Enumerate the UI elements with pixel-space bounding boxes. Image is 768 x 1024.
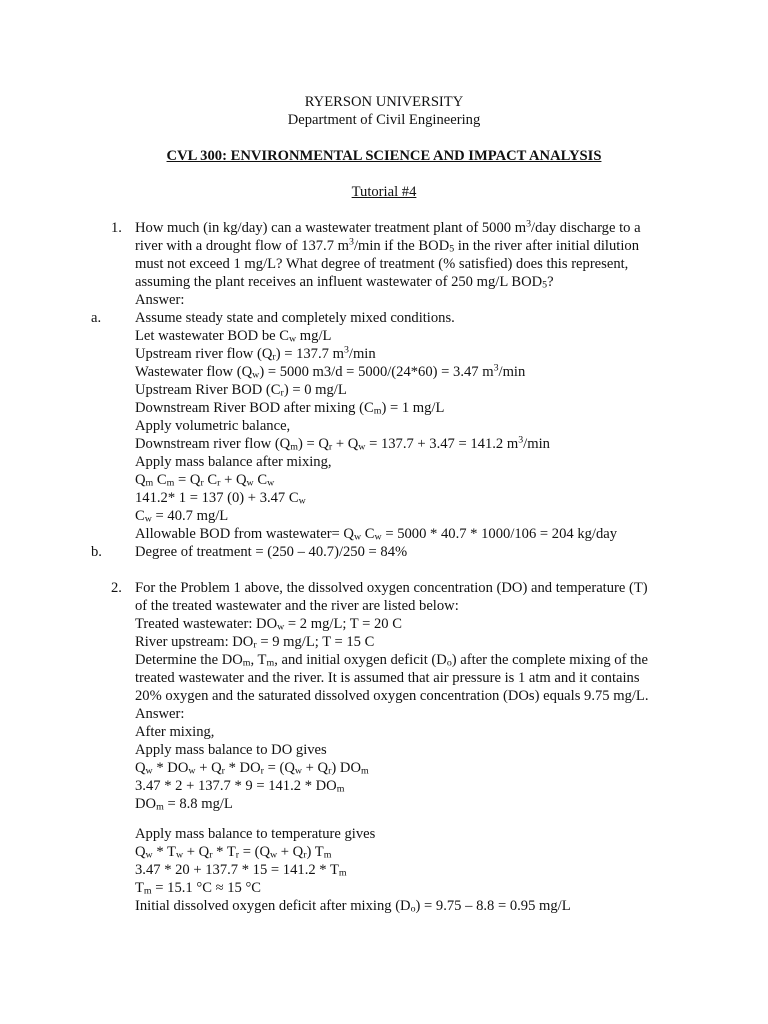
solution-line: Assume steady state and completely mixed conditions. — [135, 310, 455, 326]
university-name: RYERSON UNIVERSITY — [304, 94, 464, 110]
course-title: CVL 300: ENVIRONMENTAL SCIENCE AND IMPACT ANALYSIS — [166, 148, 602, 164]
solution-line: Wastewater flow $(Q_w) = 5000$ m3/d = 5000/(24*60) = 3.47 $m^3/\min$ — [135, 362, 526, 381]
tutorial-title: Tutorial #4 — [351, 184, 417, 200]
solution-line: Apply mass balance after mixing, — [135, 454, 332, 470]
solution-line: Initial dissolved oxygen deficit after mixing $(D_o) = 9.75 - 8.8 = 0.95$ mg/L — [135, 898, 571, 915]
solution-line: Let wastewater BOD be $C_w$ mg/L — [135, 328, 332, 345]
solution-line: Apply mass balance to DO gives — [135, 742, 327, 758]
solution-line: $3.47 * 20 + 137.7 * 15 = 141.2 * T_m$ — [135, 862, 347, 879]
solution-line: Downstream river flow $(Q_m) = Q_r + Q_w = 137.7 + 3.47 = 141.2$ $m^3/\min$ — [135, 434, 550, 453]
problem-1-number: 1. — [111, 220, 122, 236]
problem-2-line: For the Problem 1 above, the dissolved oxygen concentration (DO) and temperature (T) — [135, 580, 648, 596]
problem-1-line: assuming the plant receives an influent wastewater of 250 mg/L $BOD_5$? — [135, 274, 554, 291]
solution-line: Degree of treatment = (250 – 40.7)/250 = 84% — [135, 544, 408, 560]
problem-2-number: 2. — [111, 580, 122, 596]
department-name: Department of Civil Engineering — [287, 112, 481, 128]
solution-line: $C_w = 40.7$ mg/L — [135, 508, 229, 525]
solution-line: $Q_w * DO_w + Q_r * DO_r = (Q_w + Q_r)$ $DO_m$ — [135, 760, 369, 777]
solution-line: $DO_m = 8.8$ mg/L — [135, 796, 233, 813]
solution-line: Apply volumetric balance, — [135, 418, 291, 434]
solution-line: $T_m = 15.1$ °C ≈ 15 °C — [135, 880, 262, 897]
problem-1-line: How much (in kg/day) can a wastewater treatment plant of 5000 $m^3$/day discharge to a — [135, 218, 641, 236]
problem-2-line: Determine the $DO_m$, $T_m$, and initial oxygen deficit $(D_o)$ after the complete mixing of the — [135, 652, 648, 669]
problem-2-line: Treated wastewater: $DO_w = 2$ mg/L; T = 20 C — [135, 616, 402, 633]
solution-line: Downstream River BOD after mixing $(C_m) = 1$ mg/L — [135, 400, 445, 417]
solution-line: 141.2* 1 = 137 (0) + 3.47 $C_w$ — [135, 490, 306, 507]
problem-1-line: must not exceed 1 mg/L? What degree of treatment (% satisfied) does this represent, — [135, 256, 629, 272]
problem-1-line: river with a drought flow of 137.7 $m^3/\min$ if the $BOD_5$ in the river after initial dilution — [135, 236, 639, 255]
problem-2-line: of the treated wastewater and the river are listed below: — [135, 598, 459, 614]
solution-line: $3.47 * 2 + 137.7 * 9 = 141.2 * DO_m$ — [135, 778, 345, 795]
solution-line: $Q_w * T_w + Q_r * T_r = (Q_w + Q_r)$ $T_m$ — [135, 844, 332, 861]
problem-2-line: River upstream: $DO_r = 9$ mg/L; T = 15 C — [135, 634, 375, 651]
solution-line: Upstream river flow $(Q_r) = 137.7$ $m^3/\min$ — [135, 344, 376, 363]
part-b-marker: b. — [91, 544, 102, 560]
solution-line: After mixing, — [135, 724, 215, 740]
solution-line: Allowable BOD from wastewater= $Q_w$ $C_w = 5000 * 40.7 * 1000/106 = 204$ kg/day — [135, 526, 618, 543]
solution-line: Apply mass balance to temperature gives — [135, 826, 376, 842]
problem-2-line: treated wastewater and the river. It is assumed that air pressure is 1 atm and it contains — [135, 670, 640, 686]
solution-line: Upstream River BOD $(C_r) = 0$ mg/L — [135, 382, 347, 399]
answer-label: Answer: — [135, 292, 185, 308]
part-a-marker: a. — [91, 310, 102, 326]
answer-label: Answer: — [135, 706, 185, 722]
problem-2-line: 20% oxygen and the saturated dissolved oxygen concentration (DOs) equals 9.75 mg/L. — [135, 688, 649, 704]
solution-line: $Q_m$ $C_m = Q_r$ $C_r + Q_w$ $C_w$ — [135, 472, 275, 489]
